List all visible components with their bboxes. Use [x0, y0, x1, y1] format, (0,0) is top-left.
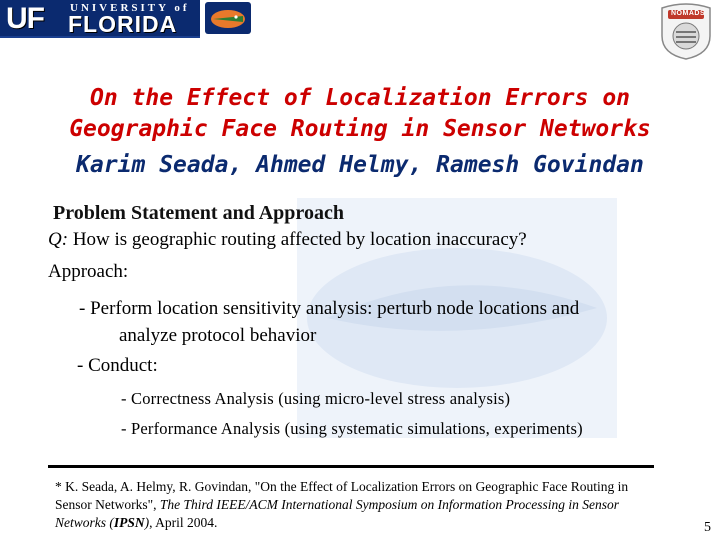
approach-label: Approach: [48, 261, 129, 282]
sub-bullet-correctness: - Correctness Analysis (using micro-level stress analysis) [121, 389, 511, 408]
footnote-venue: The Third IEEE/ACM International Symposium on Information Processing in Sensor Networks ( [55, 497, 619, 530]
footnote-divider [48, 465, 654, 468]
footnote-venue-acronym: IPSN [113, 515, 145, 530]
uf-logo-florida: FLORIDA [68, 11, 178, 37]
question-label: Q: [48, 229, 69, 250]
footnote-venue-close: ) [144, 515, 150, 530]
question-text: How is geographic routing affected by location inaccuracy? [68, 229, 527, 250]
title-line-1: On the Effect of Localization Errors on [89, 85, 631, 111]
sub-bullet-performance: - Performance Analysis (using systematic simulations, experiments) [121, 419, 583, 438]
footnote-date: , April 2004. [149, 515, 218, 530]
footnote [55, 478, 645, 532]
header-bar [0, 0, 720, 38]
section-heading: Problem Statement and Approach [53, 202, 344, 224]
bullet-1-line-2: analyze protocol behavior [119, 325, 317, 346]
bullet-1-line-1: - Perform location sensitivity analysis: perturb node locations and [79, 298, 580, 319]
page-number: 5 [704, 520, 711, 535]
nomads-logo-text: NOMADS [671, 10, 706, 17]
nomads-logo-icon [656, 2, 716, 60]
uf-logo [0, 0, 200, 38]
slide-title [0, 83, 720, 145]
bullet-conduct: - Conduct: [77, 355, 158, 376]
uf-logo-university: UNIVERSITY of [70, 2, 190, 14]
gator-logo-icon [205, 2, 251, 34]
question-line [48, 229, 527, 251]
bullet-location-analysis [79, 295, 679, 349]
title-line-2: Geographic Face Routing in Sensor Networks [69, 116, 651, 142]
uf-logo-letters: UF [6, 2, 44, 35]
authors-line: Karim Seada, Ahmed Helmy, Ramesh Govindan [76, 152, 644, 178]
footnote-citation: * K. Seada, A. Helmy, R. Govindan, "On the Effect of Localization Errors on Geographic Face Routing in Sensor Networks", [55, 479, 629, 512]
